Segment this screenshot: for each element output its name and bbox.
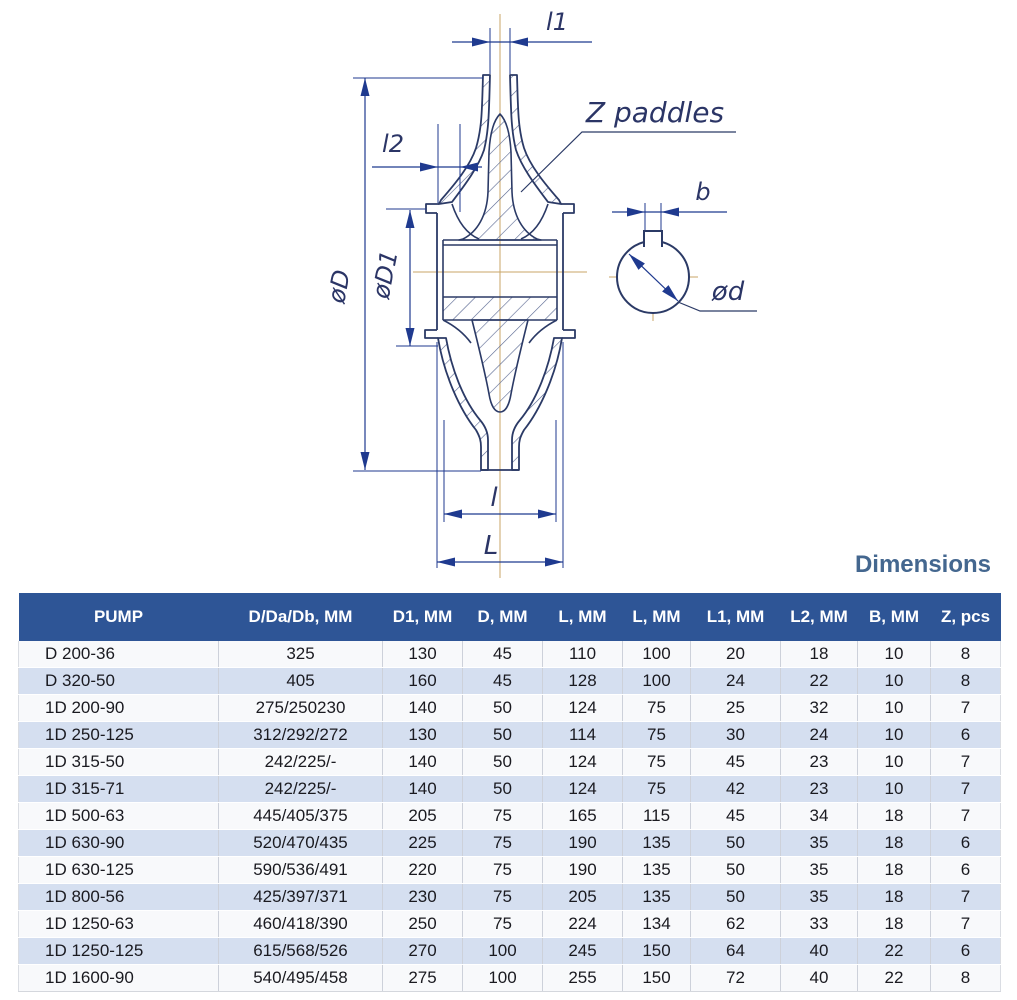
value-cell: 75 bbox=[463, 803, 543, 830]
value-cell: 140 bbox=[383, 749, 463, 776]
table-body bbox=[19, 641, 1001, 992]
value-cell: 140 bbox=[383, 695, 463, 722]
value-cell: 50 bbox=[463, 695, 543, 722]
value-cell: 270 bbox=[383, 938, 463, 965]
value-cell: 135 bbox=[623, 884, 691, 911]
value-cell: 18 bbox=[858, 803, 931, 830]
value-cell: 540/495/458 bbox=[219, 965, 383, 992]
value-cell: 245 bbox=[543, 938, 623, 965]
value-cell: 10 bbox=[858, 695, 931, 722]
value-cell: 275/250230 bbox=[219, 695, 383, 722]
value-cell: 150 bbox=[623, 938, 691, 965]
blade-upper bbox=[459, 114, 541, 240]
value-cell: 520/470/435 bbox=[219, 830, 383, 857]
value-cell: 32 bbox=[781, 695, 858, 722]
value-cell: 75 bbox=[463, 830, 543, 857]
label-l: l bbox=[490, 483, 498, 513]
value-cell: 8 bbox=[931, 641, 1001, 668]
label-b: b bbox=[695, 178, 711, 206]
value-cell: 33 bbox=[781, 911, 858, 938]
label-z-paddles: Z paddles bbox=[585, 96, 725, 129]
value-cell: 230 bbox=[383, 884, 463, 911]
value-cell: 6 bbox=[931, 857, 1001, 884]
pump-name-cell: D 320-50 bbox=[19, 668, 219, 695]
column-header: D, MM bbox=[463, 593, 543, 641]
value-cell: 140 bbox=[383, 776, 463, 803]
table-row bbox=[19, 749, 1001, 776]
value-cell: 25 bbox=[691, 695, 781, 722]
label-L: L bbox=[483, 531, 499, 561]
value-cell: 23 bbox=[781, 749, 858, 776]
column-header: L, MM bbox=[623, 593, 691, 641]
value-cell: 6 bbox=[931, 830, 1001, 857]
value-cell: 115 bbox=[623, 803, 691, 830]
value-cell: 114 bbox=[543, 722, 623, 749]
dimensions-table bbox=[18, 593, 1001, 992]
pump-name-cell: 1D 630-125 bbox=[19, 857, 219, 884]
value-cell: 190 bbox=[543, 857, 623, 884]
value-cell: 35 bbox=[781, 857, 858, 884]
value-cell: 23 bbox=[781, 776, 858, 803]
value-cell: 7 bbox=[931, 749, 1001, 776]
value-cell: 72 bbox=[691, 965, 781, 992]
column-header: L2, MM bbox=[781, 593, 858, 641]
column-header-pump: PUMP bbox=[19, 593, 219, 641]
value-cell: 615/568/526 bbox=[219, 938, 383, 965]
value-cell: 100 bbox=[463, 938, 543, 965]
value-cell: 75 bbox=[623, 695, 691, 722]
value-cell: 100 bbox=[623, 668, 691, 695]
table-row bbox=[19, 803, 1001, 830]
value-cell: 22 bbox=[858, 965, 931, 992]
value-cell: 8 bbox=[931, 965, 1001, 992]
pump-name-cell: 1D 315-50 bbox=[19, 749, 219, 776]
pump-name-cell: 1D 630-90 bbox=[19, 830, 219, 857]
value-cell: 45 bbox=[691, 749, 781, 776]
value-cell: 7 bbox=[931, 911, 1001, 938]
value-cell: 62 bbox=[691, 911, 781, 938]
value-cell: 460/418/390 bbox=[219, 911, 383, 938]
value-cell: 34 bbox=[781, 803, 858, 830]
pump-name-cell: 1D 250-125 bbox=[19, 722, 219, 749]
value-cell: 50 bbox=[691, 830, 781, 857]
value-cell: 425/397/371 bbox=[219, 884, 383, 911]
value-cell: 75 bbox=[463, 884, 543, 911]
table-row bbox=[19, 695, 1001, 722]
value-cell: 40 bbox=[781, 965, 858, 992]
value-cell: 22 bbox=[781, 668, 858, 695]
value-cell: 50 bbox=[463, 749, 543, 776]
value-cell: 134 bbox=[623, 911, 691, 938]
label-phiD1: øD1 bbox=[366, 248, 404, 301]
value-cell: 110 bbox=[543, 641, 623, 668]
value-cell: 225 bbox=[383, 830, 463, 857]
value-cell: 75 bbox=[463, 857, 543, 884]
value-cell: 128 bbox=[543, 668, 623, 695]
pump-name-cell: 1D 1600-90 bbox=[19, 965, 219, 992]
label-l1: l1 bbox=[546, 8, 568, 36]
table-row bbox=[19, 911, 1001, 938]
value-cell: 75 bbox=[623, 722, 691, 749]
value-cell: 10 bbox=[858, 776, 931, 803]
column-header: L, MM bbox=[543, 593, 623, 641]
value-cell: 30 bbox=[691, 722, 781, 749]
value-cell: 130 bbox=[383, 722, 463, 749]
value-cell: 50 bbox=[691, 884, 781, 911]
value-cell: 135 bbox=[623, 857, 691, 884]
value-cell: 220 bbox=[383, 857, 463, 884]
label-l2: l2 bbox=[382, 130, 404, 158]
value-cell: 42 bbox=[691, 776, 781, 803]
value-cell: 190 bbox=[543, 830, 623, 857]
value-cell: 75 bbox=[623, 776, 691, 803]
pump-name-cell: 1D 1250-125 bbox=[19, 938, 219, 965]
value-cell: 22 bbox=[858, 938, 931, 965]
value-cell: 205 bbox=[543, 884, 623, 911]
value-cell: 50 bbox=[463, 776, 543, 803]
column-header: L1, MM bbox=[691, 593, 781, 641]
value-cell: 135 bbox=[623, 830, 691, 857]
value-cell: 124 bbox=[543, 749, 623, 776]
value-cell: 7 bbox=[931, 803, 1001, 830]
value-cell: 50 bbox=[691, 857, 781, 884]
value-cell: 10 bbox=[858, 641, 931, 668]
value-cell: 124 bbox=[543, 695, 623, 722]
value-cell: 75 bbox=[463, 911, 543, 938]
value-cell: 165 bbox=[543, 803, 623, 830]
value-cell: 205 bbox=[383, 803, 463, 830]
value-cell: 255 bbox=[543, 965, 623, 992]
value-cell: 242/225/- bbox=[219, 776, 383, 803]
value-cell: 312/292/272 bbox=[219, 722, 383, 749]
value-cell: 6 bbox=[931, 938, 1001, 965]
value-cell: 24 bbox=[781, 722, 858, 749]
table-row bbox=[19, 938, 1001, 965]
column-header: Z, pcs bbox=[931, 593, 1001, 641]
value-cell: 35 bbox=[781, 884, 858, 911]
value-cell: 45 bbox=[463, 641, 543, 668]
label-phiD: øD bbox=[322, 267, 357, 306]
table-row bbox=[19, 722, 1001, 749]
value-cell: 10 bbox=[858, 722, 931, 749]
pump-name-cell: 1D 200-90 bbox=[19, 695, 219, 722]
value-cell: 100 bbox=[623, 641, 691, 668]
table-title: Dimensions bbox=[854, 551, 991, 578]
value-cell: 160 bbox=[383, 668, 463, 695]
value-cell: 18 bbox=[858, 857, 931, 884]
value-cell: 35 bbox=[781, 830, 858, 857]
value-cell: 50 bbox=[463, 722, 543, 749]
column-header: D1, MM bbox=[383, 593, 463, 641]
value-cell: 150 bbox=[623, 965, 691, 992]
table-row bbox=[19, 776, 1001, 803]
table-row bbox=[19, 857, 1001, 884]
column-header: D/Da/Db, MM bbox=[219, 593, 383, 641]
pump-name-cell: 1D 800-56 bbox=[19, 884, 219, 911]
value-cell: 250 bbox=[383, 911, 463, 938]
table-row bbox=[19, 668, 1001, 695]
value-cell: 24 bbox=[691, 668, 781, 695]
value-cell: 405 bbox=[219, 668, 383, 695]
value-cell: 224 bbox=[543, 911, 623, 938]
value-cell: 325 bbox=[219, 641, 383, 668]
table-row bbox=[19, 884, 1001, 911]
value-cell: 7 bbox=[931, 695, 1001, 722]
value-cell: 130 bbox=[383, 641, 463, 668]
value-cell: 445/405/375 bbox=[219, 803, 383, 830]
value-cell: 45 bbox=[463, 668, 543, 695]
table-row bbox=[19, 965, 1001, 992]
value-cell: 40 bbox=[781, 938, 858, 965]
pump-name-cell: D 200-36 bbox=[19, 641, 219, 668]
value-cell: 7 bbox=[931, 776, 1001, 803]
value-cell: 10 bbox=[858, 749, 931, 776]
label-phid: ød bbox=[711, 277, 745, 307]
value-cell: 124 bbox=[543, 776, 623, 803]
value-cell: 7 bbox=[931, 884, 1001, 911]
value-cell: 18 bbox=[858, 911, 931, 938]
value-cell: 18 bbox=[858, 830, 931, 857]
value-cell: 20 bbox=[691, 641, 781, 668]
pump-name-cell: 1D 500-63 bbox=[19, 803, 219, 830]
value-cell: 242/225/- bbox=[219, 749, 383, 776]
pump-name-cell: 1D 1250-63 bbox=[19, 911, 219, 938]
value-cell: 18 bbox=[781, 641, 858, 668]
value-cell: 64 bbox=[691, 938, 781, 965]
blade-lower bbox=[472, 320, 528, 412]
column-header: B, MM bbox=[858, 593, 931, 641]
value-cell: 75 bbox=[623, 749, 691, 776]
value-cell: 275 bbox=[383, 965, 463, 992]
value-cell: 10 bbox=[858, 668, 931, 695]
table-row bbox=[19, 830, 1001, 857]
value-cell: 8 bbox=[931, 668, 1001, 695]
table-header bbox=[19, 593, 1001, 641]
value-cell: 6 bbox=[931, 722, 1001, 749]
pump-name-cell: 1D 315-71 bbox=[19, 776, 219, 803]
value-cell: 45 bbox=[691, 803, 781, 830]
value-cell: 100 bbox=[463, 965, 543, 992]
value-cell: 18 bbox=[858, 884, 931, 911]
value-cell: 590/536/491 bbox=[219, 857, 383, 884]
table-row bbox=[19, 641, 1001, 668]
